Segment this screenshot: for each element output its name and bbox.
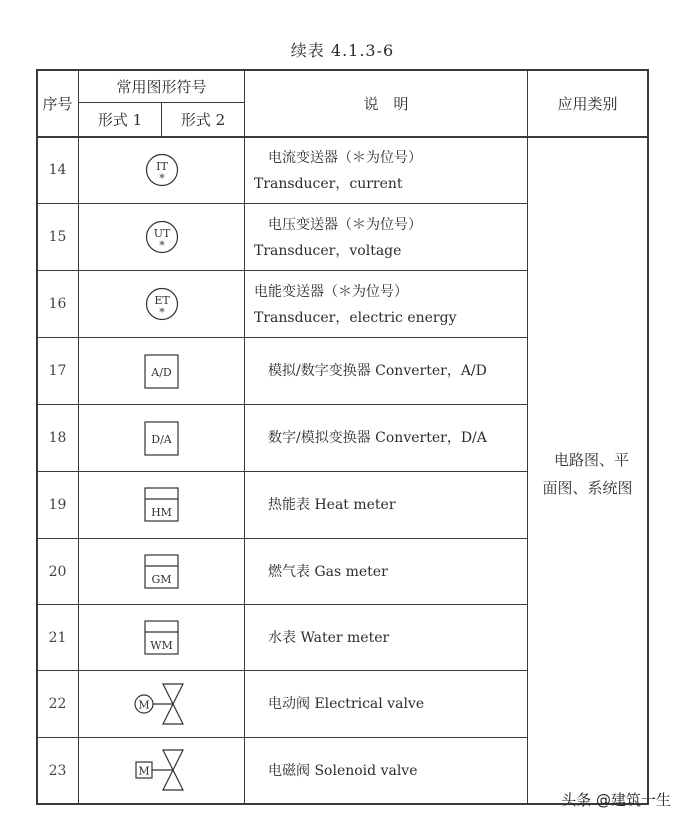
description-line: 热能表 Heat meter — [268, 497, 396, 513]
header-form1: 形式 1 — [97, 111, 143, 129]
row-number: 23 — [48, 762, 67, 779]
svg-text:UT: UT — [153, 227, 171, 240]
row-divider — [36, 203, 528, 204]
header-description: 说 明 — [363, 94, 409, 113]
row-divider — [36, 737, 528, 738]
header-form2: 形式 2 — [180, 111, 226, 129]
description-cell — [254, 145, 422, 197]
table-title: 续表 4.1.3-6 — [290, 41, 395, 60]
circle-transducer-icon — [145, 287, 179, 321]
category-cell — [528, 446, 647, 502]
svg-text:M: M — [138, 764, 150, 778]
meter-box-icon — [144, 620, 180, 656]
col-divider — [78, 69, 79, 805]
svg-text:*: * — [159, 306, 165, 319]
row-divider — [36, 604, 528, 605]
row-number: 16 — [48, 296, 67, 312]
meter-box-icon — [144, 487, 180, 523]
row-divider — [36, 337, 528, 338]
row-divider — [36, 471, 528, 472]
row-number: 18 — [48, 430, 67, 446]
svg-text:*: * — [159, 239, 165, 252]
row-number: 21 — [48, 629, 67, 646]
svg-text:ET: ET — [154, 294, 170, 307]
category-line: 面图、系统图 — [542, 479, 633, 497]
circle-transducer-icon — [145, 153, 179, 187]
col-divider — [244, 69, 245, 805]
svg-text:GM: GM — [151, 573, 172, 586]
row-number: 20 — [48, 563, 67, 580]
header-category: 应用类别 — [557, 94, 618, 113]
description-zh: 电压变送器（＊为位号） — [268, 217, 422, 233]
svg-text:IT: IT — [156, 160, 168, 173]
svg-text:WM: WM — [150, 639, 173, 652]
header-bottom-border — [36, 136, 648, 138]
row-number: 14 — [48, 162, 67, 178]
description-en: Transducer，current — [254, 176, 403, 192]
col-divider — [527, 69, 528, 805]
svg-text:*: * — [159, 172, 165, 185]
watermark: 头条 @建筑一生 — [561, 791, 671, 809]
description-line: 电磁阀 Solenoid valve — [268, 763, 418, 779]
description-line: 燃气表 Gas meter — [268, 564, 388, 580]
description-cell — [254, 212, 422, 264]
row-divider — [36, 270, 528, 271]
motor-valve-icon — [132, 682, 188, 728]
row-divider — [36, 538, 528, 539]
row-number: 15 — [48, 229, 67, 245]
square-converter-icon — [144, 354, 180, 390]
description-line: 数字/模拟变换器 Converter，D/A — [268, 430, 487, 446]
row-number: 17 — [48, 363, 67, 379]
row-number: 19 — [48, 497, 67, 513]
meter-box-icon — [144, 554, 180, 590]
row-divider — [36, 670, 528, 671]
square-converter-icon — [144, 421, 180, 457]
description-line: 水表 Water meter — [268, 630, 390, 646]
header-seq: 序号 — [42, 94, 73, 113]
table-right-border — [647, 69, 649, 805]
table-bottom-border — [36, 803, 648, 805]
svg-text:A/D: A/D — [151, 366, 172, 379]
description-zh: 电流变送器（＊为位号） — [268, 150, 422, 166]
row-number: 22 — [48, 696, 67, 712]
description-zh: 电能变送器（＊为位号） — [254, 284, 408, 300]
svg-text:HM: HM — [151, 506, 172, 519]
solenoid-valve-icon — [132, 748, 188, 794]
row-divider — [36, 404, 528, 405]
svg-text:M: M — [138, 698, 150, 712]
description-cell — [254, 279, 457, 331]
header-symbols: 常用图形符号 — [116, 77, 207, 96]
circle-transducer-icon — [145, 220, 179, 254]
category-line: 电路图、平 — [553, 451, 629, 469]
description-en: Transducer，electric energy — [254, 310, 457, 326]
description-en: Transducer，voltage — [254, 243, 402, 259]
description-line: 模拟/数字变换器 Converter，A/D — [268, 363, 487, 379]
description-line: 电动阀 Electrical valve — [268, 696, 425, 712]
svg-text:D/A: D/A — [151, 433, 172, 446]
